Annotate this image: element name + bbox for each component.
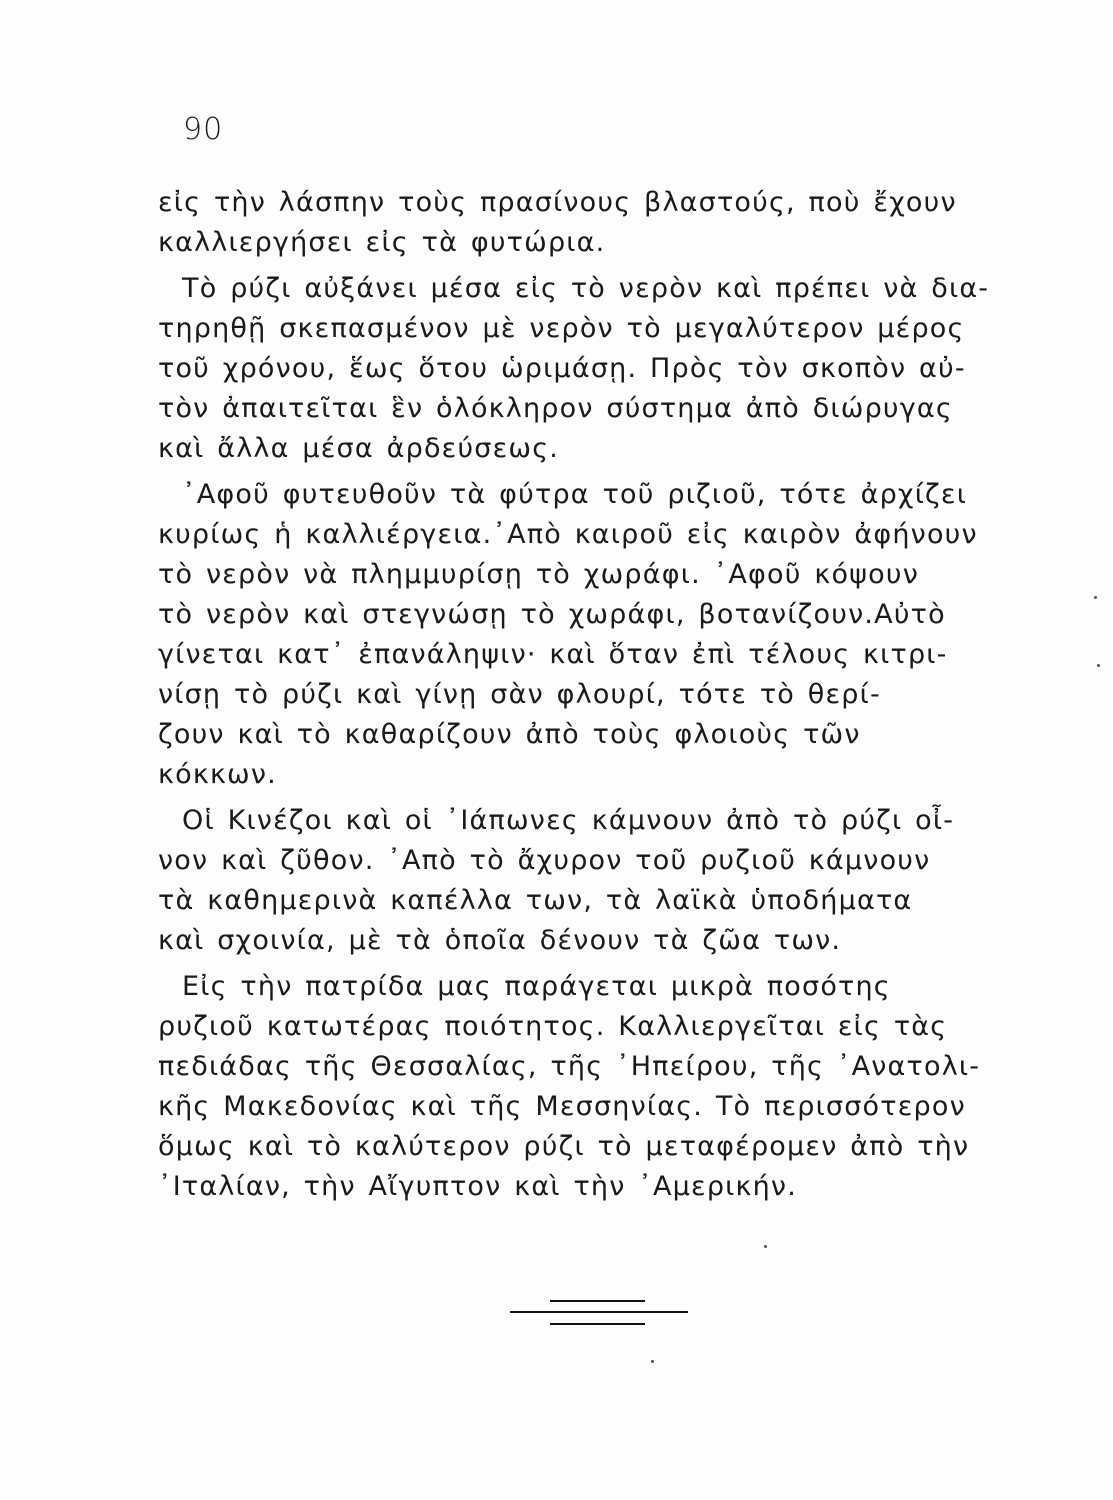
text-line: τὸ νερὸν νὰ πλημμυρίσῃ τὸ χωράφι. ᾿Αφοῦ κόψουν [158, 559, 920, 590]
text-line: ὅμως καὶ τὸ καλύτερον ρύζι τὸ μεταφέρομεν ἀπὸ τὴν [158, 1131, 970, 1162]
text-line: γίνεται κατ᾿ ἐπανάληψιν· καὶ ὅταν ἐπὶ τέλους κιτρι- [158, 639, 948, 670]
text-line: νίσῃ τὸ ρύζι καὶ γίνῃ σὰν φλουρί, τότε τὸ θερί- [158, 679, 881, 710]
text-line: Οἱ Κινέζοι καὶ οἱ ᾿Ιάπωνες κάμνουν ἀπὸ τὸ ρύζι οἶ- [182, 805, 955, 836]
text-line: Εἰς τὴν πατρίδα μας παράγεται μικρὰ ποσότης [182, 971, 891, 1002]
page-number: 90 [183, 112, 224, 147]
text-line: εἰς τὴν λάσπην τοὺς πρασίνους βλαστούς, ποὺ ἔχουν [158, 187, 957, 218]
text-line: κῆς Μακεδονίας καὶ τῆς Μεσσηνίας. Τὸ περισσότερον [158, 1091, 966, 1122]
text-line: τὸ νερὸν καὶ στεγνώσῃ τὸ χωράφι, βοτανίζουν.Αὐτὸ [158, 599, 946, 630]
text-line: πεδιάδας τῆς Θεσσαλίας, τῆς ᾿Ηπείρου, τῆς ᾿Ανατολι- [158, 1051, 981, 1082]
ornament-rule-middle [510, 1311, 688, 1313]
text-line: τοῦ χρόνου, ἕως ὅτου ὡριμάσῃ. Πρὸς τὸν σκοπὸν αὐ- [158, 353, 966, 384]
text-line: ᾿Αφοῦ φυτευθοῦν τὰ φύτρα τοῦ ριζιοῦ, τότε ἀρχίζει [182, 479, 968, 510]
text-line: Τὸ ρύζι αὐξάνει μέσα εἰς τὸ νερὸν καὶ πρέπει νὰ δια- [182, 273, 990, 304]
text-line: καὶ σχοινία, μὲ τὰ ὁποῖα δένουν τὰ ζῶα των. [158, 925, 842, 956]
text-line: ζουν καὶ τὸ καθαρίζουν ἀπὸ τοὺς φλοιοὺς τῶν [158, 719, 861, 750]
text-line: νον καὶ ζῦθον. ᾿Απὸ τὸ ἄχυρον τοῦ ρυζιοῦ κάμνουν [158, 845, 931, 876]
ink-speck [764, 1245, 767, 1248]
ink-speck [1097, 664, 1100, 667]
text-line: τηρηθῇ σκεπασμένον μὲ νερὸν τὸ μεγαλύτερον μέρος [158, 313, 965, 344]
body-text [158, 183, 1058, 1207]
text-line: καὶ ἄλλα μέσα ἀρδεύσεως. [158, 433, 560, 464]
ink-speck [1094, 596, 1097, 599]
text-line: καλλιεργήσει εἰς τὰ φυτώρια. [158, 227, 606, 258]
text-line: κυρίως ἡ καλλιέργεια.᾿Απὸ καιροῦ εἰς καιρὸν ἀφήνουν [158, 519, 978, 550]
text-line: κόκκων. [158, 759, 277, 790]
ornament-rule-top [550, 1300, 645, 1302]
text-line: ρυζιοῦ κατωτέρας ποιότητος. Καλλιεργεῖται εἰς τὰς [158, 1011, 948, 1042]
end-ornament [510, 1296, 688, 1330]
ink-speck [651, 1360, 654, 1363]
text-line: τὸν ἀπαιτεῖται ἓν ὁλόκληρον σύστημα ἀπὸ διώρυγας [158, 393, 953, 424]
text-line: ᾿Ιταλίαν, τὴν Αἴγυπτον καὶ τὴν ᾿Αμερικήν. [158, 1171, 797, 1202]
text-line: τὰ καθημερινὰ καπέλλα των, τὰ λαϊκὰ ὑποδήματα [158, 885, 913, 916]
ornament-rule-bottom [550, 1323, 645, 1325]
